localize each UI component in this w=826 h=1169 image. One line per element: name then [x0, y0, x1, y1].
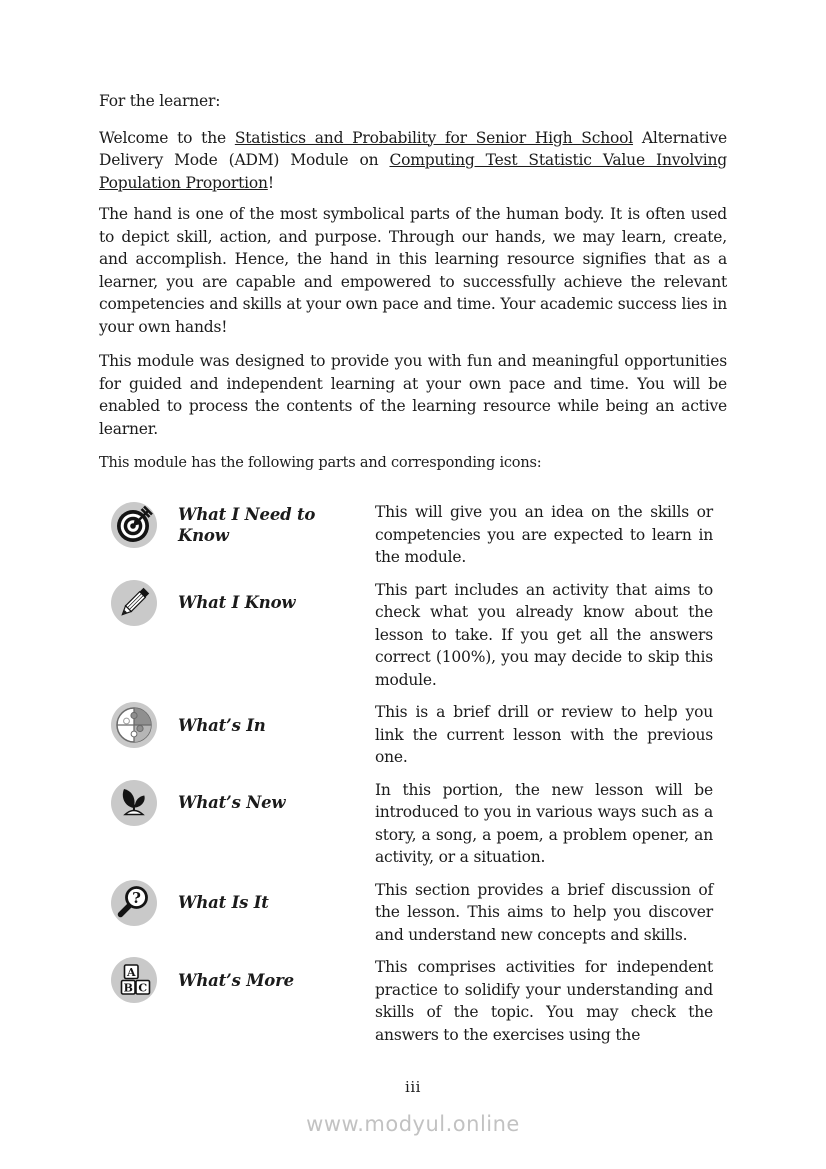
svg-text:C: C	[138, 981, 148, 995]
hand-paragraph: The hand is one of the most symbolical parts of the human body. It is often used to depict skill, action, and purpose. Through our hands, we may learn, create, and accomplish. Hence, the hand in this learning resource signifies that as a learner, you are capable and empowered to successfully achieve the relevant competencies and skills at your own pace and time. Your academic success lies in your own hands!	[99, 205, 727, 336]
part-description: This will give you an idea on the skills or competencies you are expected to learn in the module.	[375, 503, 713, 566]
salutation: For the learner:	[99, 92, 221, 110]
part-label: What I Need to Know	[178, 505, 316, 545]
welcome-pre: Welcome to the	[99, 128, 235, 147]
welcome-paragraph	[99, 127, 727, 195]
target-icon	[110, 501, 158, 549]
part-description: This is a brief drill or review to help you link the current lesson with the previous one.	[375, 703, 713, 766]
part-label: What I Know	[178, 593, 296, 612]
part-label: What’s In	[178, 715, 266, 735]
parts-intro: This module has the following parts and corresponding icons:	[99, 455, 542, 471]
welcome-post: !	[267, 173, 274, 192]
part-row-what-i-need-to-know	[110, 501, 727, 569]
part-row-what-i-know	[110, 579, 727, 692]
abc-blocks-icon	[110, 956, 158, 1004]
part-row-what-is-it	[110, 879, 727, 947]
module-title-underlined: Computing Test Statistic Value Involving Population Proportion	[99, 151, 727, 192]
page-number: iii	[405, 1078, 421, 1096]
svg-text:B: B	[123, 981, 133, 995]
svg-text:?: ?	[132, 888, 141, 907]
watermark: www.modyul.online	[306, 1112, 520, 1136]
welcome-mid: Alternative Delivery Mode (ADM) Module on	[99, 128, 727, 169]
part-row-whats-new	[110, 779, 727, 869]
puzzle-icon	[110, 701, 158, 749]
plant-icon	[110, 779, 158, 827]
svg-text:A: A	[127, 965, 136, 979]
part-row-whats-in	[110, 701, 727, 769]
part-description: This section provides a brief discussion of the lesson. This aims to help you discover and understand new concepts and skills.	[375, 880, 713, 944]
design-paragraph: This module was designed to provide you with fun and meaningful opportunities for guided and independent learning at your own pace and time. You will be enabled to process the contents of the learning resource while being an active learner.	[99, 352, 727, 438]
part-row-whats-more	[110, 956, 727, 1046]
subject-title-underlined: Statistics and Probability for Senior High School	[234, 128, 634, 147]
part-description: This comprises activities for independent practice to solidify your understanding and skills of the topic. You may check the answers to the exercises using the	[375, 958, 713, 1044]
part-label: What Is It	[178, 893, 269, 912]
page-content	[99, 90, 727, 1056]
part-label: What’s More	[178, 970, 294, 990]
parts-table	[110, 501, 727, 1046]
magnifier-question-icon	[110, 879, 158, 927]
part-description: In this portion, the new lesson will be introduced to you in various ways such as a story, a song, a poem, a problem opener, an activity, or a situation.	[375, 780, 713, 866]
part-description: This part includes an activity that aims to check what you already know about the lesson to take. If you get all the answers correct (100%), you may decide to skip this module.	[375, 580, 713, 689]
pencil-icon	[110, 579, 158, 627]
part-label: What’s New	[178, 793, 286, 812]
